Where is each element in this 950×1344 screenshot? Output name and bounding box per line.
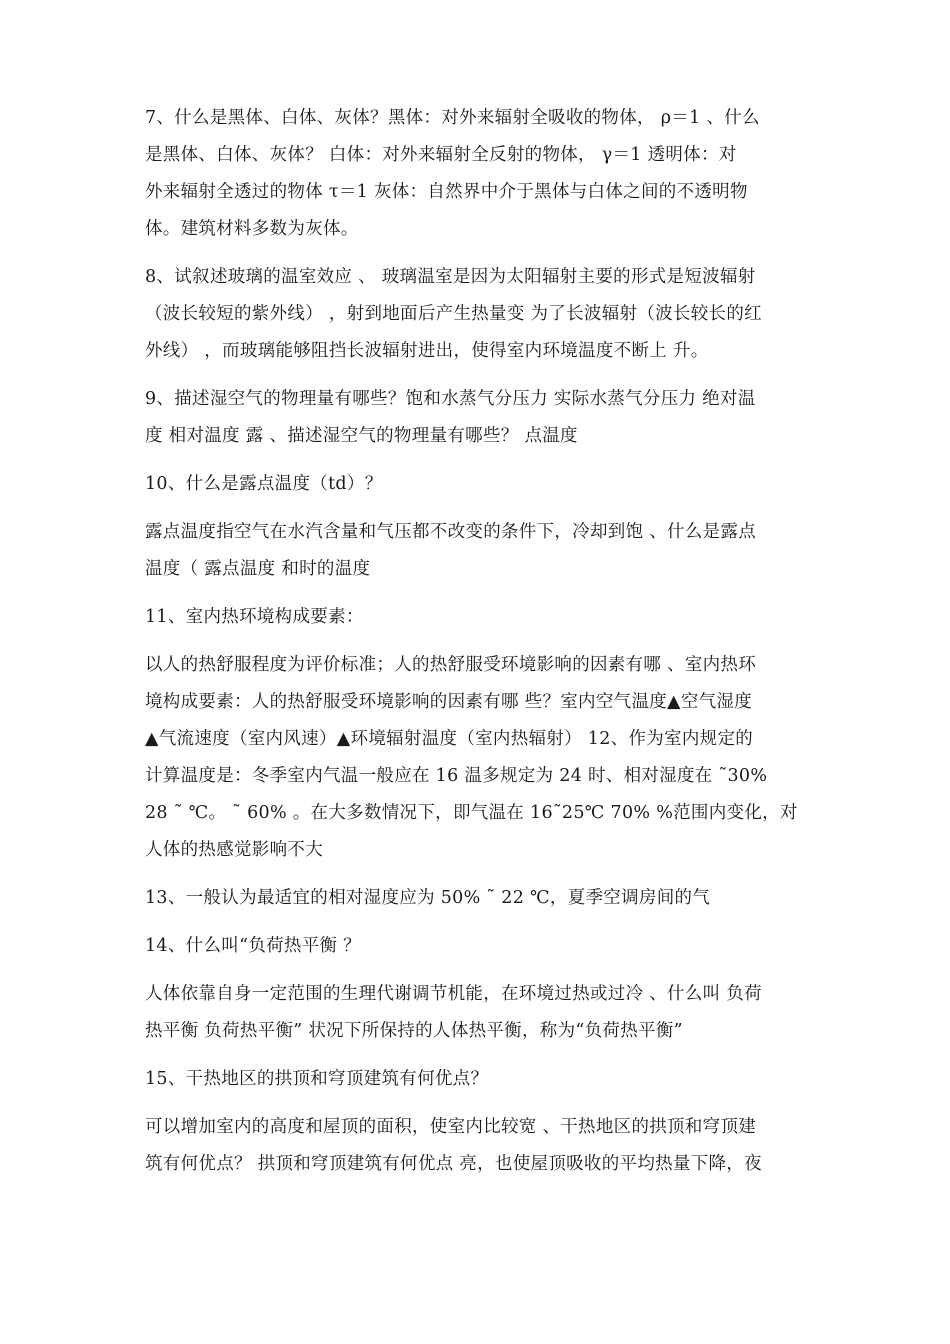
text-line: 人体依靠自身一定范围的生理代谢调节机能，在环境过热或过冷 、什么叫 负荷: [145, 984, 762, 1004]
text-line: 15、干热地区的拱顶和穹顶建筑有何优点？: [145, 1069, 489, 1089]
paragraph-q15-answer: [145, 1109, 810, 1183]
text-line: 以人的热舒服程度为评价标准；人的热舒服受环境影响的因素有哪 、室内热环: [145, 655, 757, 675]
text-line: 13、一般认为最适宜的相对湿度应为 50% ˜ 22 ℃，夏季空调房间的气: [145, 888, 711, 908]
text-line: 外线） ，而玻璃能够阻挡长波辐射进出，使得室内环境温度不断上 升。: [145, 341, 709, 361]
text-line: 外来辐射全透过的物体 τ＝1 灰体：自然界中介于黑体与白体之间的不透明物: [145, 182, 748, 202]
text-line: （波长较短的紫外线） ，射到地面后产生热量变 为了长波辐射（波长较长的红: [145, 304, 762, 324]
paragraph-q14-answer: [145, 976, 810, 1050]
text-line: 14、什么叫“负荷热平衡 ？: [145, 936, 361, 956]
text-line: 温度（ 露点温度 和时的温度: [145, 559, 371, 579]
text-line: 热平衡 负荷热平衡” 状况下所保持的人体热平衡，称为“负荷热平衡”: [145, 1021, 683, 1041]
text-line: 是黑体、白体、灰体？ 白体：对外来辐射全反射的物体， γ＝1 透明体：对: [145, 145, 737, 165]
paragraph-q10-answer: [145, 514, 810, 588]
text-line: 可以增加室内的高度和屋顶的面积，使室内比较宽 、干热地区的拱顶和穹顶建: [145, 1117, 757, 1137]
paragraph-q7: [145, 100, 810, 248]
text-line: 体。建筑材料多数为灰体。: [145, 219, 359, 239]
paragraph-q8: [145, 259, 810, 370]
paragraph-q10-heading: [145, 466, 810, 503]
paragraph-q14-heading: [145, 928, 810, 965]
text-line: 28 ˜ ℃。 ˜ 60% 。在大多数情况下，即气温在 16˜25℃ 70% %范围内变化，对: [145, 803, 798, 823]
paragraph-q15-heading: [145, 1061, 810, 1098]
document-body: [145, 100, 810, 1194]
text-line: 11、室内热环境构成要素：: [145, 607, 364, 627]
paragraph-q13: [145, 880, 810, 917]
text-line: 境构成要素：人的热舒服受环境影响的因素有哪 些？室内空气温度▲空气湿度: [145, 692, 753, 712]
text-line: 计算温度是：冬季室内气温一般应在 16 温多规定为 24 时、相对湿度在 ˜30%: [145, 766, 768, 786]
text-line: 度 相对温度 露 、描述湿空气的物理量有哪些？ 点温度: [145, 426, 578, 446]
paragraph-q9: [145, 381, 810, 455]
text-line: ▲气流速度（室内风速）▲环境辐射温度（室内热辐射） 12、作为室内规定的: [145, 729, 754, 749]
paragraph-q11-heading: [145, 599, 810, 636]
text-line: 9、描述湿空气的物理量有哪些？饱和水蒸气分压力 实际水蒸气分压力 绝对温: [145, 389, 756, 409]
text-line: 8、试叙述玻璃的温室效应 、 玻璃温室是因为太阳辐射主要的形式是短波辐射: [145, 267, 756, 287]
text-line: 10、什么是露点温度（td）？: [145, 474, 383, 494]
text-line: 7、什么是黑体、白体、灰体？黑体：对外来辐射全吸收的物体， ρ＝1 、什么: [145, 108, 760, 128]
paragraph-q11-answer: [145, 647, 810, 869]
text-line: 筑有何优点？ 拱顶和穹顶建筑有何优点 亮，也使屋顶吸收的平均热量下降，夜: [145, 1154, 762, 1174]
text-line: 人体的热感觉影响不大: [145, 840, 323, 860]
text-line: 露点温度指空气在水汽含量和气压都不改变的条件下，冷却到饱 、什么是露点: [145, 522, 757, 542]
